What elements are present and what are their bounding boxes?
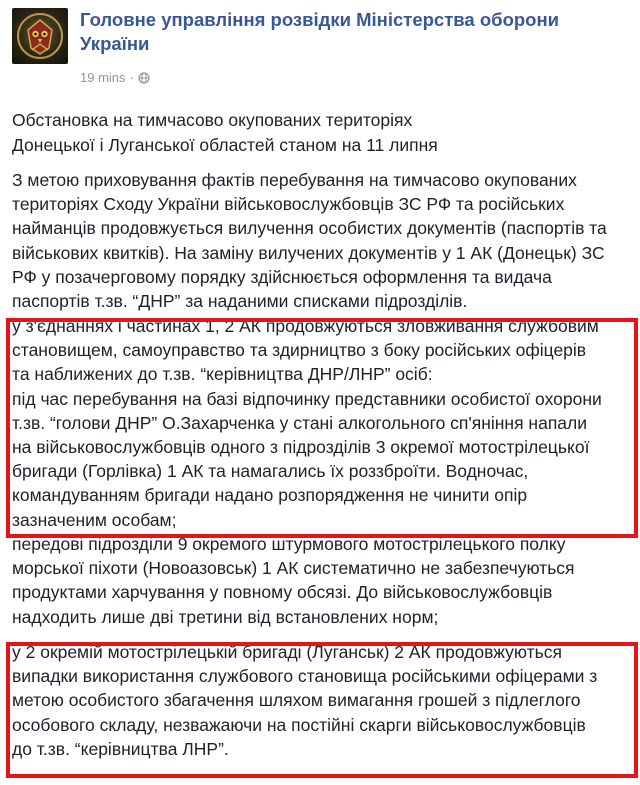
text-line: територіях Сходу України військовослужбовців ЗС РФ та російських — [12, 194, 565, 215]
page-name-link[interactable]: Головне управління розвідки Міністерства оборони України — [80, 9, 560, 54]
text-line: командуванням бригади надано розпорядження не чинити опір — [12, 485, 528, 506]
paragraph-abuse — [12, 314, 640, 532]
text-line: до т.зв. “керівництва ЛНР”. — [12, 738, 229, 759]
text-line: найманців продовжується вилучення особистих документів (паспортів та — [12, 218, 607, 239]
text-line: бригади (Горлівка) 1 АК та намагались їх роззброїти. Водночас, — [12, 461, 529, 482]
text-line: під час перебування на базі відпочинку представники особистої охорони — [12, 388, 602, 409]
heading-line: Донецької і Луганської областей станом на 11 липня — [12, 135, 438, 155]
page-avatar[interactable] — [12, 8, 68, 64]
text-line: військових квитків). На заміну вилучених документів у 1 АК (Донецьк) ЗС — [12, 242, 605, 263]
owl-emblem-icon — [12, 8, 68, 64]
text-line: у з'єднаннях і частинах 1, 2 АК продовжуються зловживання службовим — [12, 316, 599, 336]
text-line: становищем, самоуправство та здирництво з боку російських офіцерів — [12, 340, 587, 361]
post-meta: 19 mins · — [80, 70, 150, 86]
paragraph-documents — [12, 168, 640, 313]
heading-line: Обстановка на тимчасово окупованих територіях — [12, 110, 413, 130]
text-line: РФ у позачерговому порядку здійснюється оформлення та видача — [12, 266, 552, 287]
text-line: паспортів т.зв. “ДНР” за наданими списками підрозділів. — [12, 291, 468, 312]
text-line: надходить лише дві третини від встановлених норм; — [12, 606, 439, 627]
text-line: особового складу, незважаючи на постійні скарги військовослужбовців — [12, 714, 586, 735]
post-timestamp[interactable]: 19 mins — [80, 70, 126, 85]
text-line: у 2 окремій мотострілецькій бригаді (Луганськ) 2 АК продовжуються — [12, 642, 562, 662]
text-line: продуктами харчування у повному обсязі. До військовослужбовців — [12, 582, 553, 603]
text-line: передові підрозділи 9 окремого штурмового мотострілецького полку — [12, 534, 566, 554]
text-line: зазначеним особам; — [12, 509, 177, 530]
text-line: та наближених до т.зв. “керівництва ДНР/ЛНР” осіб: — [12, 364, 433, 385]
text-line: т.зв. “голови ДНР” О.Захарченка у стані алкогольного сп'яніння напали — [12, 412, 588, 433]
post-heading — [12, 108, 632, 158]
paragraph-supply — [12, 532, 640, 629]
text-line: морської піхоти (Новоазовськ) 1 АК систематично не забезпечуються — [12, 558, 575, 579]
text-line: метою особистого збагачення шляхом вимагання грошей з підлеглого — [12, 690, 581, 711]
text-line: випадки використання службового становища російськими офіцерами з — [12, 666, 598, 687]
paragraph-extortion — [12, 640, 640, 761]
globe-icon[interactable] — [138, 72, 150, 84]
text-line: на військовослужбовців одного з підрозділів 3 окремої мотострілецької — [12, 437, 590, 458]
text-line: З метою приховування фактів перебування на тимчасово окупованих — [12, 170, 577, 190]
